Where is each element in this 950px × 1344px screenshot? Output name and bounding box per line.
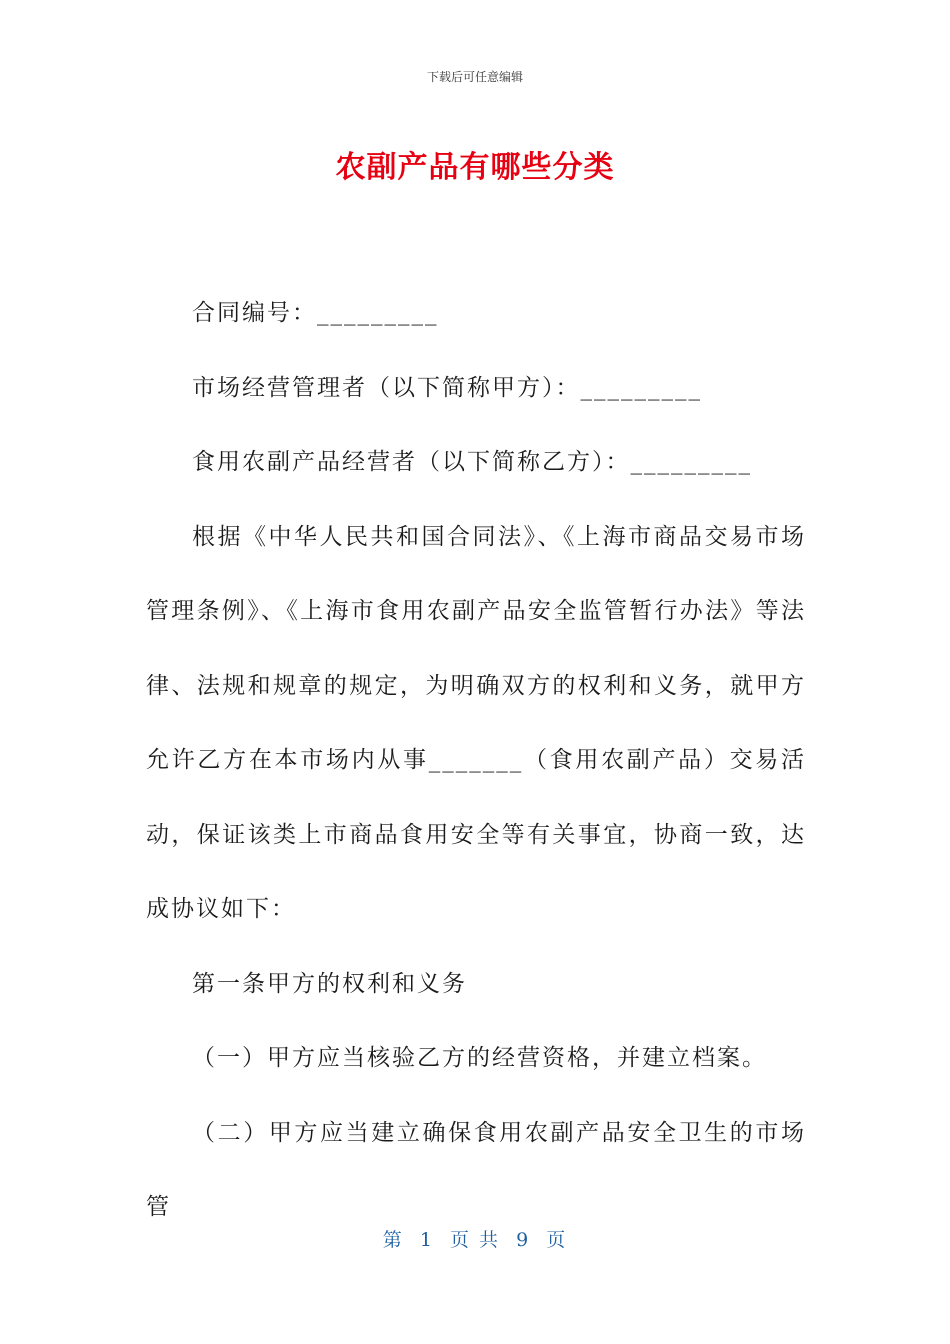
document-title: 农副产品有哪些分类 bbox=[335, 150, 615, 185]
header-note: 下载后可任意编辑 bbox=[426, 70, 523, 84]
footer-page-total: 9 bbox=[516, 1229, 531, 1251]
preamble-paragraph: 根据《中华人民共和国合同法》、《上海市商品交易市场管理条例》、《上海市食用农副产品安全监管暂行办法》等法律、法规和规章的规定，为明确双方的权利和义务，就甲方允许乙方在本市场内从事_______（食用农副产品）交易活动，保证该类上市商品食用安全等有关事宜，协商一致，达成协议如下： bbox=[146, 523, 806, 922]
party-a-line: 市场经营管理者（以下简称甲方）：_________ bbox=[192, 374, 702, 401]
footer-prefix: 第 bbox=[382, 1229, 404, 1251]
party-b-line: 食用农副产品经营者（以下简称乙方）：_________ bbox=[192, 449, 752, 475]
footer-page-current: 1 bbox=[419, 1229, 434, 1251]
article-one-heading: 第一条甲方的权利和义务 bbox=[192, 970, 467, 997]
contract-number-line: 合同编号：_________ bbox=[192, 300, 439, 326]
footer-middle: 页 共 bbox=[449, 1229, 501, 1251]
document-body bbox=[146, 276, 806, 1245]
page-footer bbox=[0, 1225, 950, 1252]
footer-suffix: 页 bbox=[546, 1229, 568, 1251]
article-one-item-1: （一）甲方应当核验乙方的经营资格，并建立档案。 bbox=[192, 1045, 767, 1071]
article-one-item-2: （二）甲方应当建立确保食用农副产品安全卫生的市场管 bbox=[146, 1119, 806, 1220]
